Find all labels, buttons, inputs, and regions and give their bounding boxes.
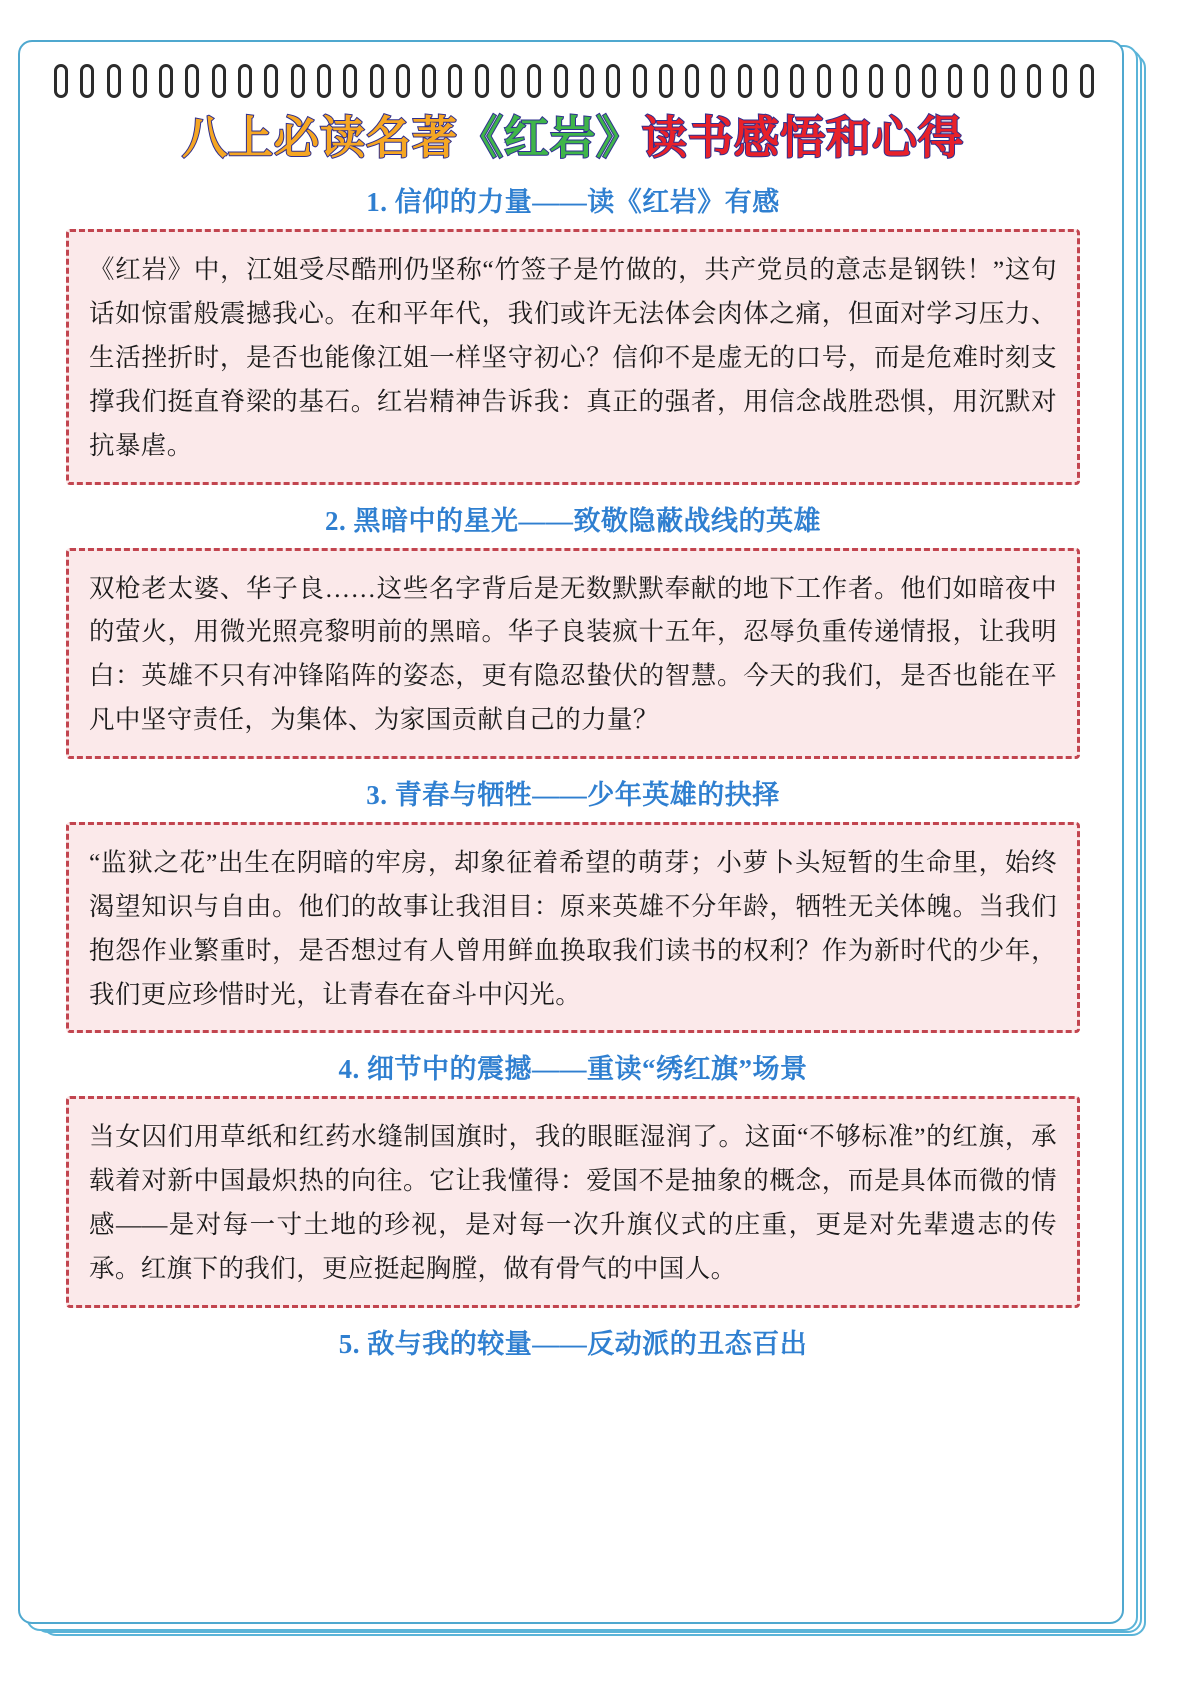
spiral-ring-icon xyxy=(896,64,910,98)
spiral-ring-icon xyxy=(185,64,199,98)
page-title-part-3: 读书感悟和心得 xyxy=(642,111,965,164)
spiral-ring-icon xyxy=(659,64,673,98)
spiral-ring-icon xyxy=(80,64,94,98)
notebook-page-stack xyxy=(18,40,1158,1640)
spiral-ring-icon xyxy=(1080,64,1094,98)
section-heading-2: 2. 黑暗中的星光——致敬隐蔽战线的英雄 xyxy=(325,505,821,536)
spiral-ring-icon xyxy=(790,64,804,98)
spiral-ring-icon xyxy=(317,64,331,98)
spiral-ring-icon xyxy=(448,64,462,98)
section-body-1 xyxy=(66,229,1080,484)
section-heading-4: 4. 细节中的震撼——重读“绣红旗”场景 xyxy=(338,1054,808,1085)
spiral-ring-icon xyxy=(212,64,226,98)
section-body-3 xyxy=(66,822,1080,1033)
section-paragraph-3: “监狱之花”出生在阴暗的牢房，却象征着希望的萌芽；小萝卜头短暂的生命里，始终渴望知识与自由。他们的故事让我泪目：原来英雄不分年龄，牺牲无关体魄。当我们抱怨作业繁重时，是否想过有人曾用鲜血换取我们读书的权利？作为新时代的少年，我们更应珍惜时光，让青春在奋斗中闪光。 xyxy=(89,847,1057,1009)
spiral-ring-icon xyxy=(396,64,410,98)
spiral-ring-icon xyxy=(1001,64,1015,98)
spiral-ring-icon xyxy=(159,64,173,98)
spiral-ring-icon xyxy=(606,64,620,98)
section-heading-1: 1. 信仰的力量——读《红岩》有感 xyxy=(366,187,780,218)
section-heading-3: 3. 青春与牺牲——少年英雄的抉择 xyxy=(366,779,780,810)
section-paragraph-1: 《红岩》中，江姐受尽酷刑仍坚称“竹签子是竹做的，共产党员的意志是钢铁！”这句话如惊雷般震撼我心。在和平年代，我们或许无法体会肉体之痛，但面对学习压力、生活挫折时，是否也能像江姐一样坚守初心？信仰不是虚无的口号，而是危难时刻支撑我们挺直脊梁的基石。红岩精神告诉我：真正的强者，用信念战胜恐惧，用沉默对抗暴虐。 xyxy=(89,255,1057,460)
section-body-2 xyxy=(66,548,1080,759)
spiral-ring-icon xyxy=(501,64,515,98)
spiral-ring-icon xyxy=(133,64,147,98)
page-title-part-1: 八上必读名著 xyxy=(181,111,458,164)
spiral-ring-icon xyxy=(685,64,699,98)
spiral-ring-icon xyxy=(580,64,594,98)
spiral-ring-icon xyxy=(633,64,647,98)
spiral-ring-icon xyxy=(527,64,541,98)
spiral-ring-icon xyxy=(291,64,305,98)
section-paragraph-2: 双枪老太婆、华子良……这些名字背后是无数默默奉献的地下工作者。他们如暗夜中的萤火，用微光照亮黎明前的黑暗。华子良装疯十五年，忍辱负重传递情报，让我明白：英雄不只有冲锋陷阵的姿态，更有隐忍蛰伏的智慧。今天的我们，是否也能在平凡中坚守责任，为集体、为家国贡献自己的力量？ xyxy=(89,573,1057,735)
page-title xyxy=(66,110,1080,166)
spiral-ring-icon xyxy=(869,64,883,98)
spiral-ring-icon xyxy=(238,64,252,98)
spiral-ring-icon xyxy=(974,64,988,98)
spiral-ring-icon xyxy=(764,64,778,98)
spiral-ring-icon xyxy=(948,64,962,98)
spiral-ring-icon xyxy=(922,64,936,98)
document-content xyxy=(66,104,1080,1371)
spiral-binding xyxy=(54,64,1094,98)
section-paragraph-4: 当女囚们用草纸和红药水缝制国旗时，我的眼眶湿润了。这面“不够标准”的红旗，承载着对新中国最炽热的向往。它让我懂得：爱国不是抽象的概念，而是具体而微的情感——是对每一寸土地的珍视，是对每一次升旗仪式的庄重，更是对先辈遗志的传承。红旗下的我们，更应挺起胸膛，做有骨气的中国人。 xyxy=(89,1122,1057,1283)
spiral-ring-icon xyxy=(54,64,68,98)
spiral-ring-icon xyxy=(422,64,436,98)
spiral-ring-icon xyxy=(711,64,725,98)
spiral-ring-icon xyxy=(817,64,831,98)
spiral-ring-icon xyxy=(1027,64,1041,98)
spiral-ring-icon xyxy=(343,64,357,98)
spiral-ring-icon xyxy=(475,64,489,98)
spiral-ring-icon xyxy=(107,64,121,98)
spiral-ring-icon xyxy=(738,64,752,98)
spiral-ring-icon xyxy=(843,64,857,98)
spiral-ring-icon xyxy=(554,64,568,98)
page-title-part-2: 《红岩》 xyxy=(457,111,642,164)
spiral-ring-icon xyxy=(264,64,278,98)
notebook-page xyxy=(18,40,1124,1624)
spiral-ring-icon xyxy=(1053,64,1067,98)
section-body-4 xyxy=(66,1096,1080,1307)
section-heading-5: 5. 敌与我的较量——反动派的丑态百出 xyxy=(338,1328,808,1359)
spiral-ring-icon xyxy=(370,64,384,98)
